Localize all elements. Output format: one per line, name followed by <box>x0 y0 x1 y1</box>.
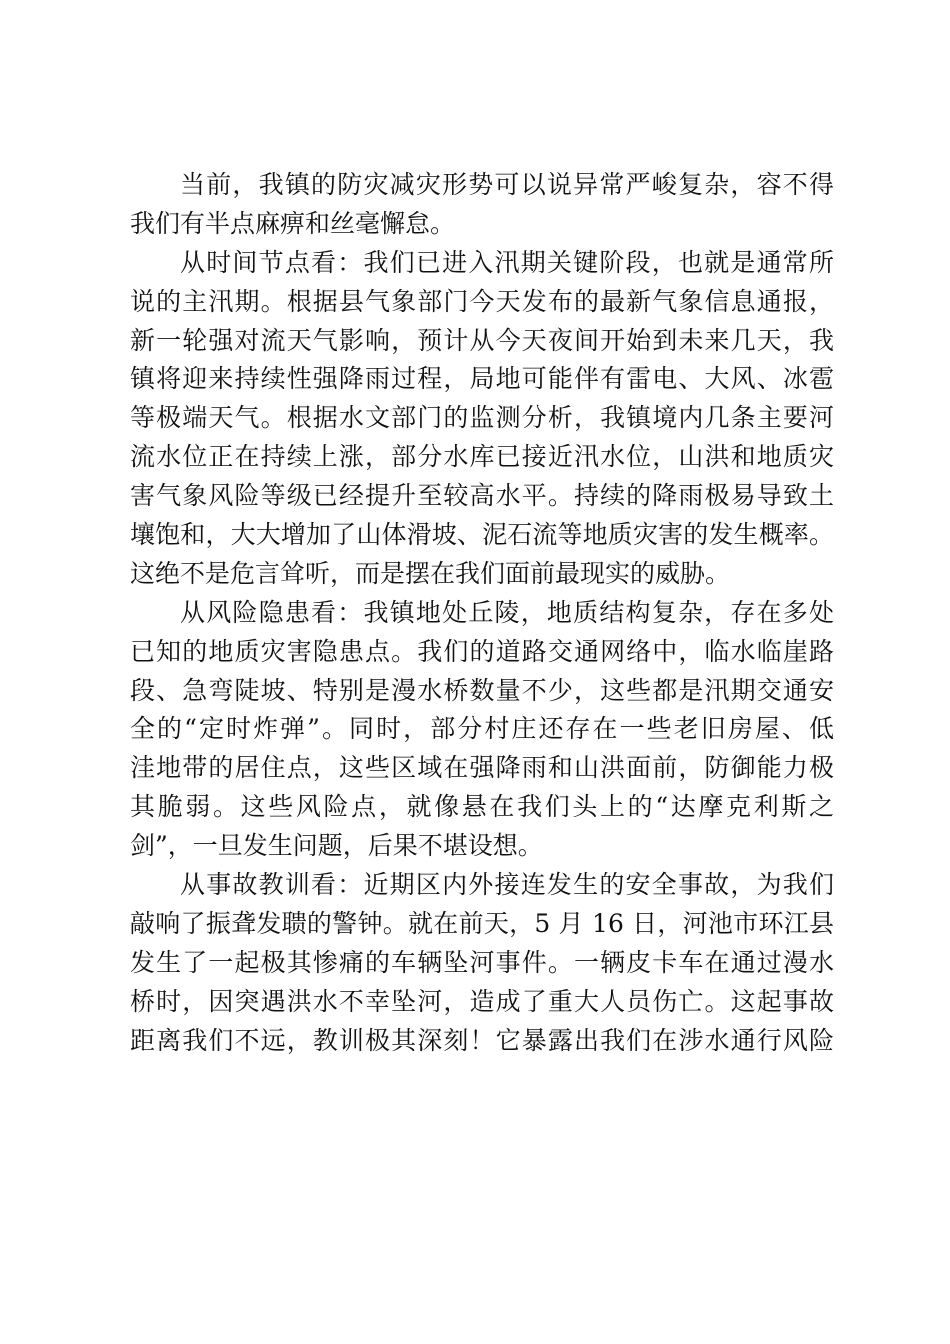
text-line: 从时间节点看：我们已进入汛期关键阶段，也就是通常所 <box>180 247 834 277</box>
text-line: 洼地带的居住点，这些区域在强降雨和山洪面前，防御能力极 <box>130 753 834 783</box>
text-line: 等极端天气。根据水文部门的监测分析，我镇境内几条主要河 <box>130 403 834 433</box>
text-line: 壤饱和，大大增加了山体滑坡、泥石流等地质灾害的发生概率。 <box>130 520 834 550</box>
paragraph-1 <box>130 166 834 244</box>
text-line: 桥时，因突遇洪水不幸坠河，造成了重大人员伤亡。这起事故 <box>130 986 834 1016</box>
text-line: 这绝不是危言耸听，而是摆在我们面前最现实的威胁。 <box>130 558 731 588</box>
paragraph-2 <box>130 244 834 594</box>
text-line: 说的主汛期。根据县气象部门今天发布的最新气象信息通报， <box>130 286 834 316</box>
text-line: 害气象风险等级已经提升至较高水平。持续的降雨极易导致土 <box>130 481 834 511</box>
text-line: 新一轮强对流天气影响，预计从今天夜间开始到未来几天，我 <box>130 325 834 355</box>
text-line: 段、急弯陡坡、特别是漫水桥数量不少，这些都是汛期交通安 <box>130 675 834 705</box>
text-line: 敲响了振聋发聩的警钟。就在前天，5 月 16 日，河池市环江县 <box>130 908 834 938</box>
text-line: 已知的地质灾害隐患点。我们的道路交通网络中，临水临崖路 <box>130 636 834 666</box>
text-line: 镇将迎来持续性强降雨过程，局地可能伴有雷电、大风、冰雹 <box>130 364 834 394</box>
text-line: 其脆弱。这些风险点，就像悬在我们头上的“达摩克利斯之 <box>130 792 834 822</box>
text-line: 剑”，一旦发生问题，后果不堪设想。 <box>130 831 543 861</box>
paragraph-3 <box>130 594 834 866</box>
text-line: 从事故教训看：近期区内外接连发生的安全事故，为我们 <box>180 870 834 900</box>
document-body <box>130 166 834 1060</box>
text-line: 全的“定时炸弹”。同时，部分村庄还存在一些老旧房屋、低 <box>130 714 834 744</box>
text-line: 发生了一起极其惨痛的车辆坠河事件。一辆皮卡车在通过漫水 <box>130 947 834 977</box>
text-line: 流水位正在持续上涨，部分水库已接近汛水位，山洪和地质灾 <box>130 442 834 472</box>
paragraph-4 <box>130 866 834 1060</box>
text-line: 距离我们不远，教训极其深刻！它暴露出我们在涉水通行风险 <box>130 1025 834 1055</box>
text-line: 当前，我镇的防灾减灾形势可以说异常严峻复杂，容不得 <box>180 170 834 199</box>
text-line: 从风险隐患看：我镇地处丘陵，地质结构复杂，存在多处 <box>180 597 834 627</box>
text-line: 我们有半点麻痹和丝毫懈怠。 <box>130 208 456 238</box>
